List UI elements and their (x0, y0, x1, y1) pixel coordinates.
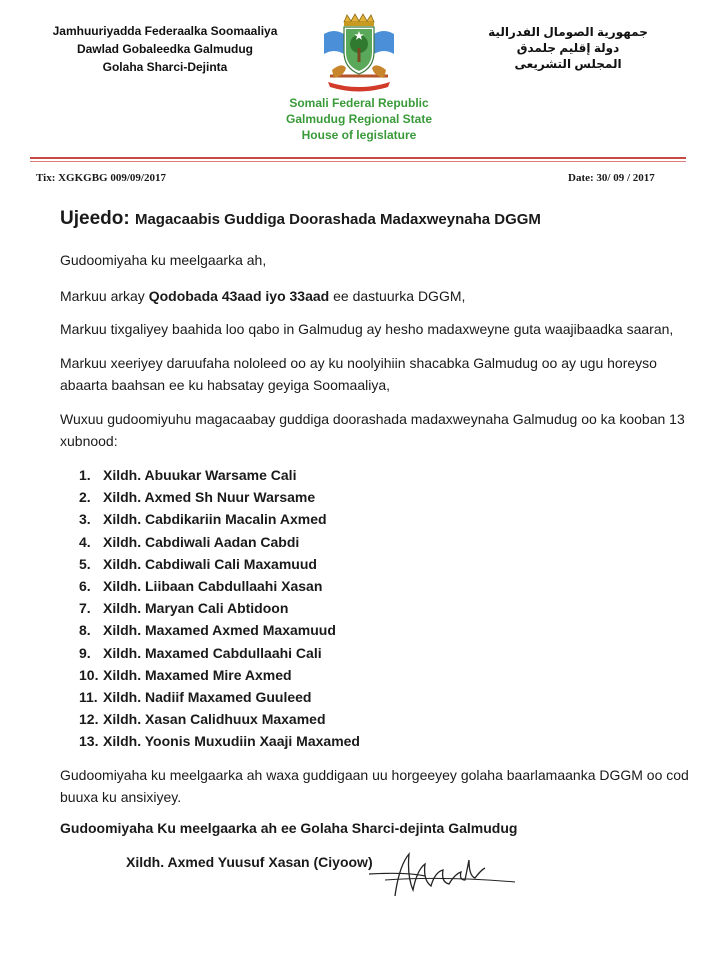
member-number: 10. (79, 666, 99, 683)
signatory-name: Xildh. Axmed Yuusuf Xasan (Ciyoow) (126, 854, 373, 870)
list-item (79, 486, 360, 508)
member-name: Xildh. Maxamed Mire Axmed (103, 666, 292, 683)
member-number: 11. (79, 688, 98, 705)
list-item (79, 464, 360, 486)
letter-date: Date: 30/ 09 / 2017 (568, 172, 655, 184)
member-number: 5. (79, 555, 91, 572)
header-right-arabic (468, 24, 668, 72)
header-center-line: Galmudug Regional State (285, 112, 432, 126)
header-center-line: House of legislature (301, 128, 417, 142)
member-number: 2. (79, 489, 91, 506)
header-divider (30, 157, 686, 159)
member-number: 4. (79, 533, 91, 550)
list-item (79, 531, 360, 553)
paragraph-approval: Gudoomiyaha ku meelgaarka ah waxa guddigaan uu horgeeyey golaha baarlamaanka DGGM oo cod buuxa ku ansixiyey. (60, 767, 689, 805)
coat-of-arms-icon (318, 12, 400, 92)
member-number: 7. (79, 600, 91, 617)
member-number: 8. (79, 622, 91, 639)
subject-label: Ujeedo: (60, 208, 130, 229)
member-name: Xildh. Cabdikariin Macalin Axmed (103, 511, 327, 528)
member-number: 13. (79, 733, 99, 750)
paragraph-text: Markuu arkay (60, 288, 149, 304)
articles-reference: Qodobada 43aad iyo 33aad (148, 288, 330, 304)
member-number: 12. (79, 711, 99, 728)
subject-line (60, 208, 541, 230)
reference-number: Tix: XGKGBG 009/09/2017 (36, 172, 166, 184)
member-name: Xildh. Xasan Calidhuux Maxamed (103, 711, 326, 728)
header-right-line: المجلس التشريعى (514, 57, 622, 71)
header-left-line: Dawlad Gobaleedka Galmudug (76, 42, 254, 56)
member-number: 3. (79, 511, 91, 528)
signature-icon (365, 846, 525, 906)
list-item (79, 553, 360, 575)
list-item (79, 686, 360, 708)
member-name: Xildh. Maxamed Cabdullaahi Cali (103, 644, 322, 661)
header-left-somali (40, 22, 290, 76)
member-name: Xildh. Axmed Sh Nuur Warsame (103, 489, 316, 506)
member-name: Xildh. Abuukar Warsame Cali (103, 467, 297, 483)
header-center-line: Somali Federal Republic (289, 96, 429, 110)
header-right-line: دولة إقليم جلمدق (516, 41, 620, 55)
header-left-line: Jamhuuriyadda Federaalka Soomaaliya (52, 24, 278, 38)
member-number: 6. (79, 577, 91, 594)
list-item (79, 575, 360, 597)
paragraph-articles (60, 285, 700, 307)
member-name: Xildh. Cabdiwali Cali Maxamuud (103, 555, 317, 572)
member-number: 9. (79, 644, 91, 661)
member-name: Xildh. Cabdiwali Aadan Cabdi (103, 533, 300, 550)
header-divider-thin (30, 161, 686, 162)
member-name: Xildh. Yoonis Muxudiin Xaaji Maxamed (103, 733, 360, 750)
header-center-english (259, 95, 459, 143)
paragraph-appointment: Wuxuu gudoomiyuhu magacaabay guddiga doorashada madaxweynaha Galmudug oo ka kooban 13 xubnood: (60, 411, 685, 449)
list-item (79, 664, 360, 686)
closing-title: Gudoomiyaha Ku meelgaarka ah ee Golaha Sharci-dejinta Galmudug (60, 820, 518, 836)
header-right-line: جمهورية الصومال الفدرالية (488, 25, 648, 39)
member-name: Xildh. Liibaan Cabdullaahi Xasan (103, 577, 323, 594)
list-item (79, 642, 360, 664)
committee-members-list (79, 464, 360, 752)
subject-text: Magacaabis Guddiga Doorashada Madaxweynaha DGGM (134, 211, 541, 228)
member-number: 1. (79, 467, 91, 483)
list-item (79, 597, 360, 619)
paragraph-need: Markuu tixgaliyey baahida loo qabo in Galmudug ay hesho madaxweyne guta waajibaadka saaran, (60, 321, 674, 337)
member-name: Xildh. Maryan Cali Abtidoon (103, 600, 289, 617)
list-item (79, 508, 360, 530)
list-item (79, 619, 360, 641)
paragraph-conditions: Markuu xeeriyey daruufaha nololeed oo ay ku noolyihiin shacabka Galmudug oo ay ugu horeyso abaarta baahsan ee ku habsatay geyiga Soomaaliya, (60, 355, 657, 393)
paragraph-text: ee dastuurka DGGM, (329, 288, 466, 304)
list-item (79, 730, 360, 752)
header-left-line: Golaha Sharci-Dejinta (102, 60, 228, 74)
list-item (79, 708, 360, 730)
member-name: Xildh. Nadiif Maxamed Guuleed (103, 688, 312, 705)
greeting: Gudoomiyaha ku meelgaarka ah, (60, 252, 267, 268)
member-name: Xildh. Maxamed Axmed Maxamuud (103, 622, 336, 639)
